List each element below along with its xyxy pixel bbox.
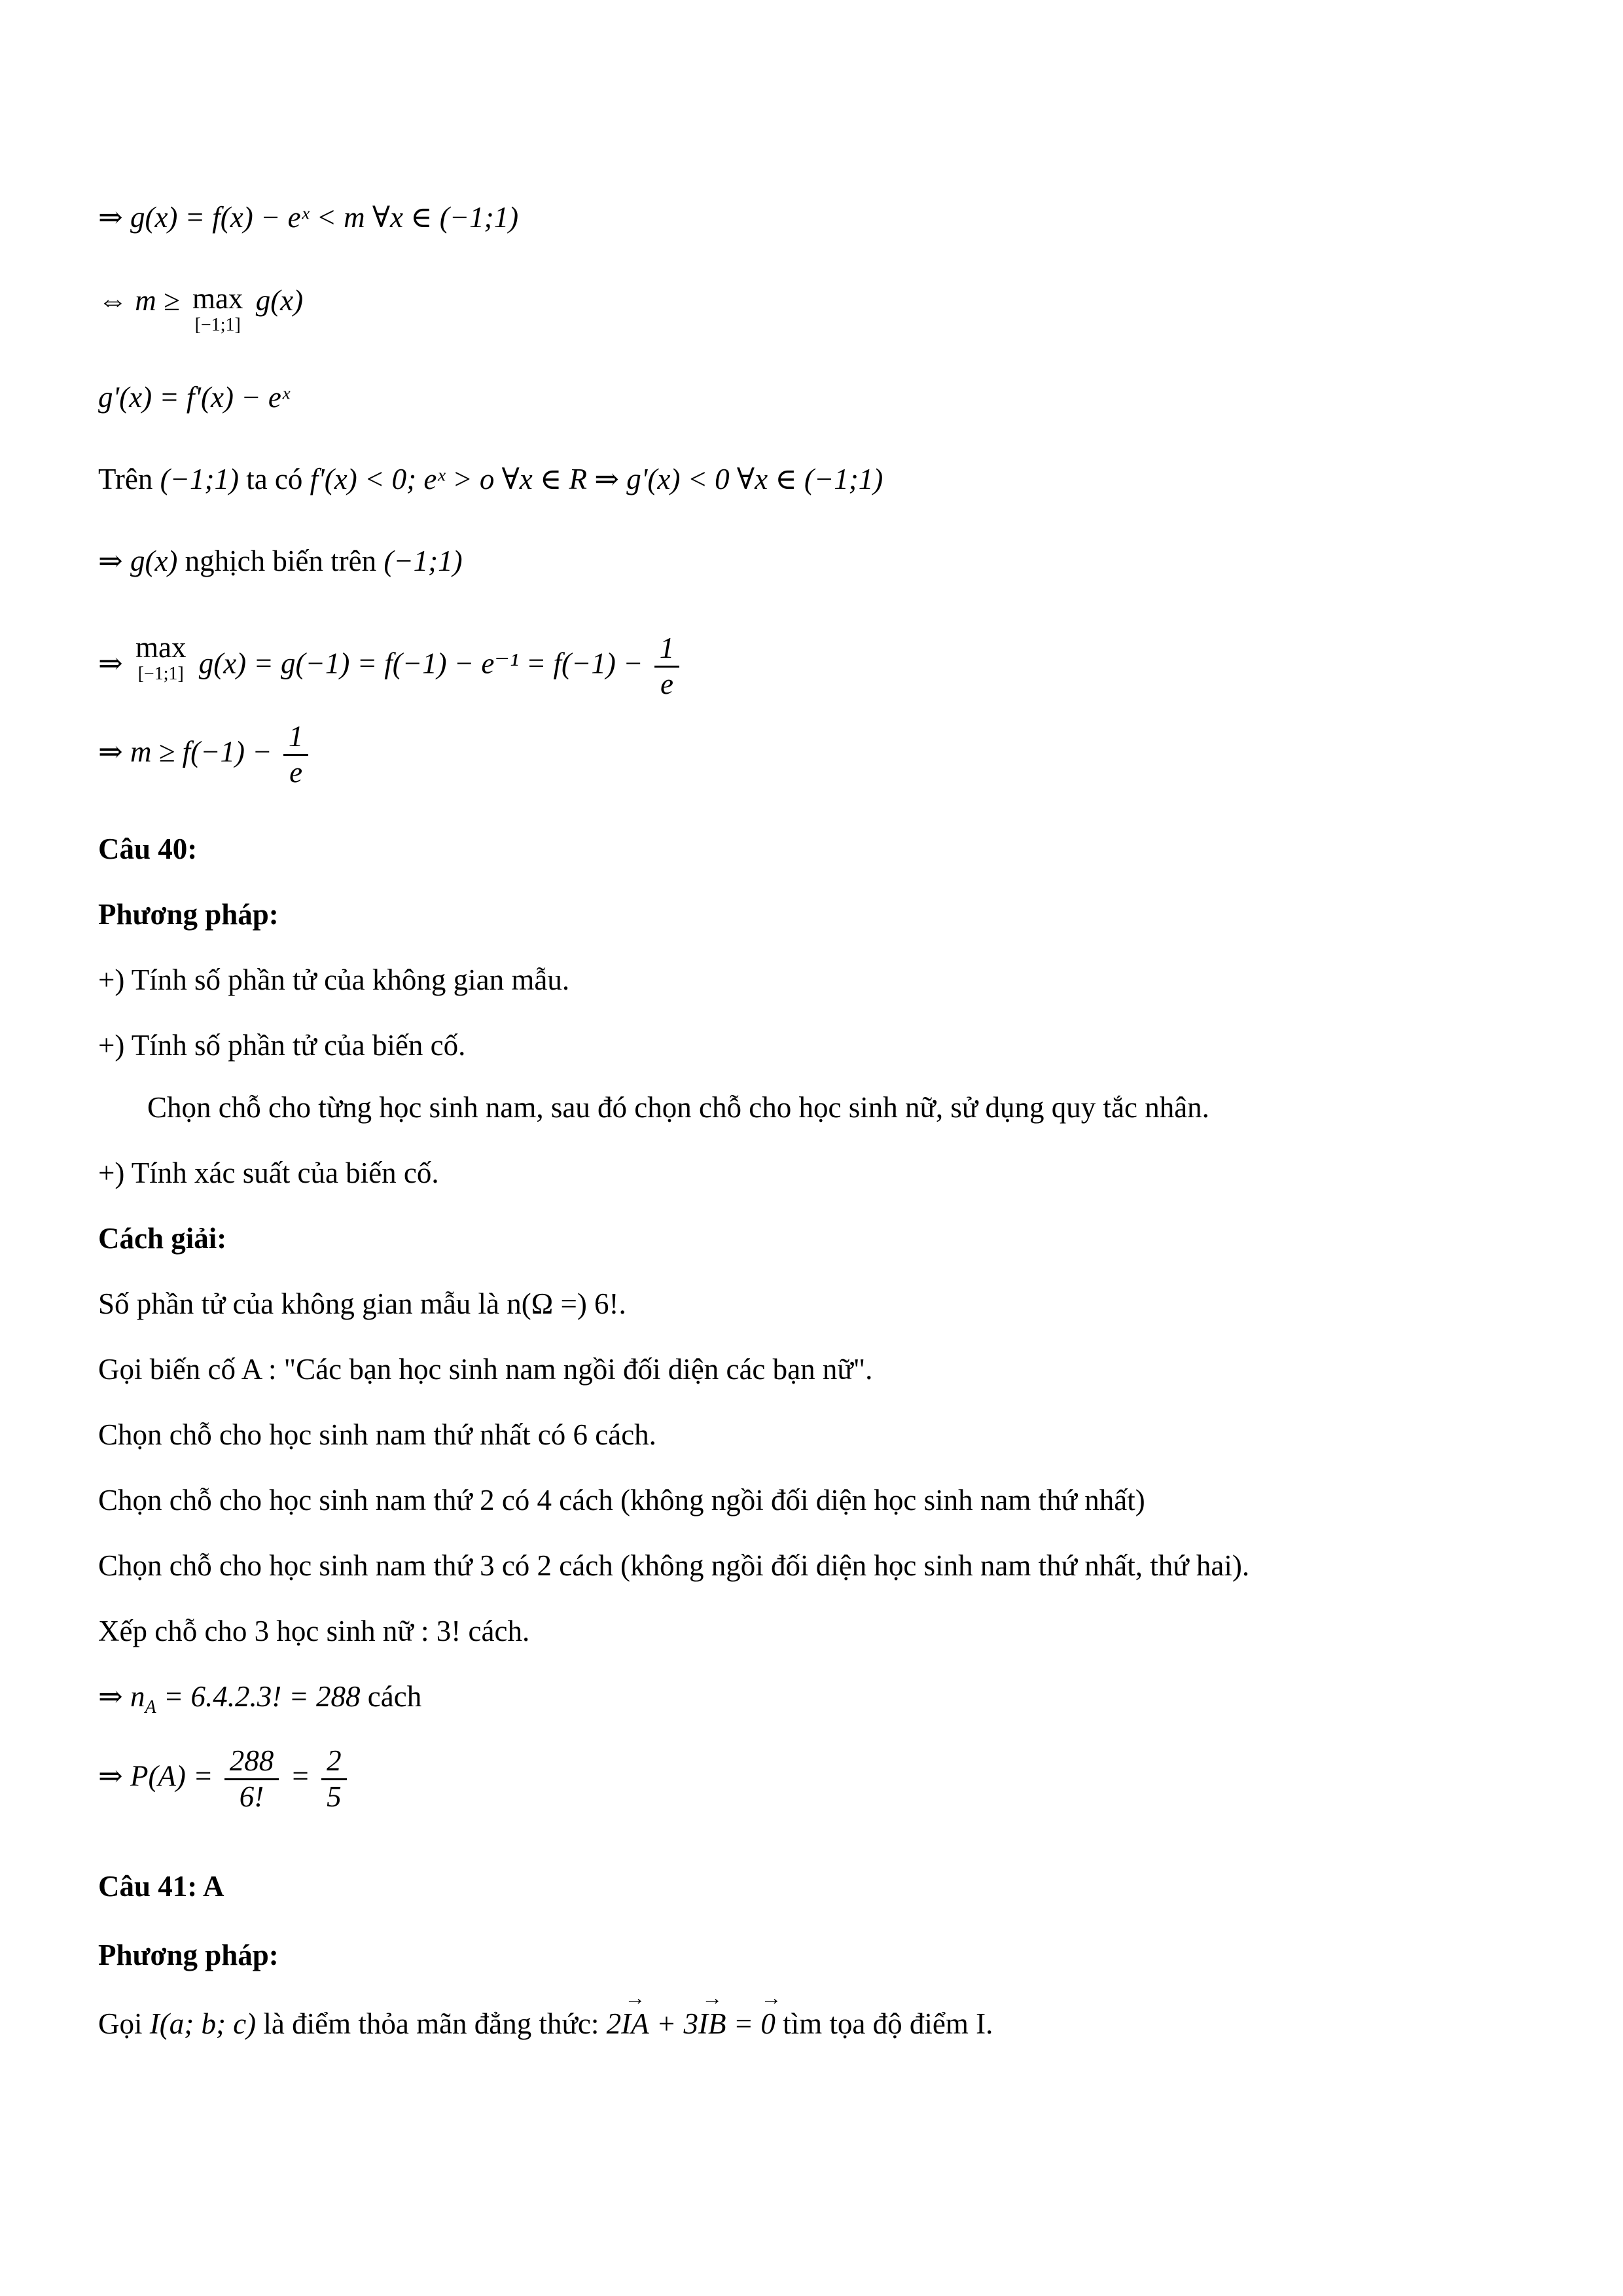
question-heading-40: Câu 40:	[98, 833, 198, 865]
solution-line: Xếp chỗ cho 3 học sinh nữ : 3! cách.	[98, 1615, 530, 1647]
text: cách	[367, 1680, 422, 1713]
math-expression: g'(x) = f'(x) − eˣ	[98, 381, 290, 414]
solution-line: Chọn chỗ cho học sinh nam thứ nhất có 6 cách.	[98, 1418, 656, 1451]
line-derivative	[98, 380, 290, 415]
method-step: +) Tính xác suất của biến cố.	[98, 1157, 439, 1189]
denominator: 6!	[239, 1780, 264, 1813]
vector-equation	[607, 2007, 783, 2040]
math-expression: (−1;1)	[383, 545, 463, 577]
line-max-value	[98, 632, 683, 702]
denominator: e	[289, 755, 303, 789]
solution-line: Gọi biến cố A : "Các bạn học sinh nam ngồi đối diện các bạn nữ".	[98, 1353, 873, 1386]
section-heading-solution: Cách giải:	[98, 1222, 227, 1255]
line-decreasing	[98, 543, 463, 579]
numerator: 1	[283, 720, 309, 756]
vector-IA: → IA	[621, 2006, 649, 2041]
method-step: +) Tính số phần tử của biến cố.	[98, 1029, 466, 1062]
text: nghịch biến trên	[185, 545, 377, 577]
math-expression: f'(x) < 0; eˣ > o ∀x ∈ R ⇒ g'(x) < 0 ∀x ∈ (−1;1)	[310, 463, 883, 495]
math-expression: ⇒ m ≥ f(−1) −	[98, 735, 272, 768]
math-expression: I(a; b; c)	[149, 2007, 257, 2040]
math-expression: g(x)	[255, 284, 304, 317]
math-expression: g(x) = g(−1) = f(−1) − e⁻¹ = f(−1) −	[198, 647, 643, 680]
method-step: +) Tính số phần tử của không gian mẫu.	[98, 963, 570, 996]
line-m-max	[98, 283, 303, 335]
max-word: max	[135, 631, 187, 664]
math-expression: ⇒ g(x)	[98, 545, 178, 577]
denominator: 5	[327, 1780, 342, 1813]
text: là điểm thỏa mãn đẳng thức:	[263, 2007, 599, 2040]
solution-line: Chọn chỗ cho học sinh nam thứ 2 có 4 cách (không ngồi đối diện học sinh nam thứ nhất)	[98, 1484, 1145, 1516]
fraction	[283, 720, 309, 790]
line-m-condition	[98, 720, 312, 790]
text: tìm tọa độ điểm I.	[783, 2007, 993, 2040]
coefficient: 2	[606, 2007, 622, 2040]
text: Gọi	[98, 2007, 143, 2040]
max-interval: [−1;1]	[194, 314, 241, 335]
max-word: max	[192, 282, 243, 315]
numerator: 2	[321, 1744, 347, 1780]
max-operator	[135, 632, 186, 684]
question-heading-41: Câu 41: A	[98, 1870, 224, 1903]
zero-vector: → 0	[760, 2006, 776, 2041]
denominator: e	[660, 667, 673, 700]
solution-line: Chọn chỗ cho học sinh nam thứ 3 có 2 cách (không ngồi đối diện học sinh nam thứ nhất, thứ hai).	[98, 1549, 1250, 1582]
section-heading-method: Phương pháp:	[98, 1939, 279, 1971]
method-note: Chọn chỗ cho từng học sinh nam, sau đó chọn chỗ cho học sinh nữ, sử dụng quy tắc nhân.	[147, 1091, 1209, 1124]
solution-line: Số phần tử của không gian mẫu là n(Ω =) 6!.	[98, 1287, 626, 1320]
line-sign-analysis	[98, 461, 883, 497]
max-interval: [−1;1]	[137, 663, 184, 684]
fraction	[321, 1744, 347, 1814]
math-expression: = 6.4.2.3! = 288	[163, 1680, 361, 1713]
solution-count	[98, 1679, 421, 1719]
vector-IB: → IB	[698, 2006, 726, 2041]
fraction	[224, 1744, 279, 1814]
math-expression: ⇒ g(x) = f(x) − eˣ < m ∀x ∈ (−1;1)	[98, 201, 519, 234]
fraction	[654, 632, 680, 702]
solution-probability	[98, 1744, 351, 1814]
numerator: 1	[654, 632, 680, 668]
section-heading-method: Phương pháp:	[98, 898, 279, 931]
equals-sign: =	[733, 2007, 754, 2040]
equals-sign: =	[290, 1759, 310, 1793]
math-expression: (−1;1)	[160, 463, 239, 495]
math-expression: ⇒ n	[98, 1680, 145, 1713]
subscript: A	[145, 1697, 156, 1717]
coefficient: + 3	[656, 2007, 699, 2040]
max-operator	[192, 283, 243, 335]
text: ta có	[246, 463, 303, 495]
line-g-def	[98, 200, 518, 235]
math-expression: ⇒	[98, 647, 123, 680]
method-line-point-I	[98, 2006, 993, 2041]
numerator: 288	[224, 1744, 279, 1780]
text: Trên	[98, 463, 153, 495]
math-expression: ⇒ P(A) =	[98, 1759, 213, 1793]
math-expression: ⇔ m ≥	[98, 284, 180, 317]
